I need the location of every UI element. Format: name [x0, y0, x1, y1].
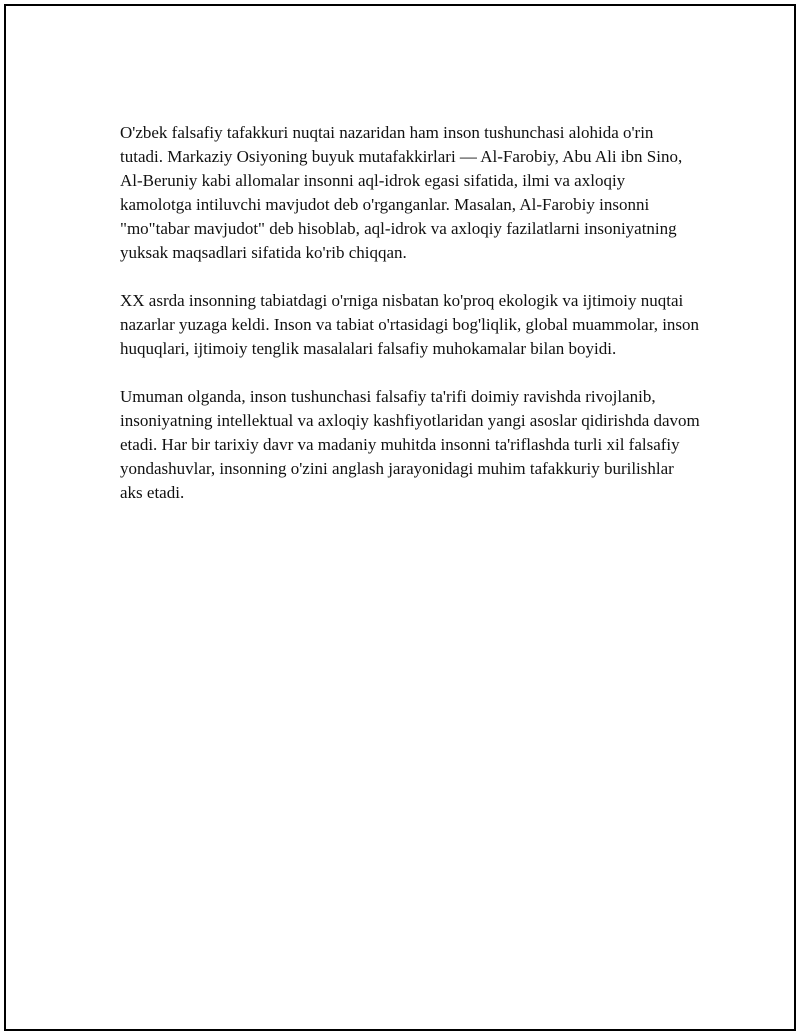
document-body [120, 121, 700, 529]
paragraph-1: O'zbek falsafiy tafakkuri nuqtai nazaridan ham inson tushunchasi alohida o'rin tutadi. Markaziy Osiyoning buyuk mutafakkirlari — Al-Farobiy, Abu Ali ibn Sino, Al-Beruniy kabi allomalar insonni aql-idrok egasi sifatida, ilmi va axloqiy kamolotga intiluvchi mavjudot deb o'rganganlar. Masalan, Al-Farobiy insonni "mo"tabar mavjudot" deb hisoblab, aql-idrok va axloqiy fazilatlarni insoniyatning yuksak maqsadlari sifatida ko'rib chiqqan. [120, 123, 683, 262]
paragraph-2: XX asrda insonning tabiatdagi o'rniga nisbatan ko'proq ekologik va ijtimoiy nuqtai nazarlar yuzaga keldi. Inson va tabiat o'rtasidagi bog'liqlik, global muammolar, inson huquqlari, ijtimoiy tenglik masalalari falsafiy muhokamalar bilan boyidi. [120, 291, 700, 358]
paragraph-3: Umuman olganda, inson tushunchasi falsafiy ta'rifi doimiy ravishda rivojlanib, insoniyatning intellektual va axloqiy kashfiyotlaridan yangi asoslar qidirishda davom etadi. Har bir tarixiy davr va madaniy muhitda insonni ta'riflashda turli xil falsafiy yondashuvlar, insonning o'zini anglash jarayonidagi muhim tafakkuriy burilishlar aks etadi. [120, 387, 700, 502]
page-border [4, 4, 796, 1031]
